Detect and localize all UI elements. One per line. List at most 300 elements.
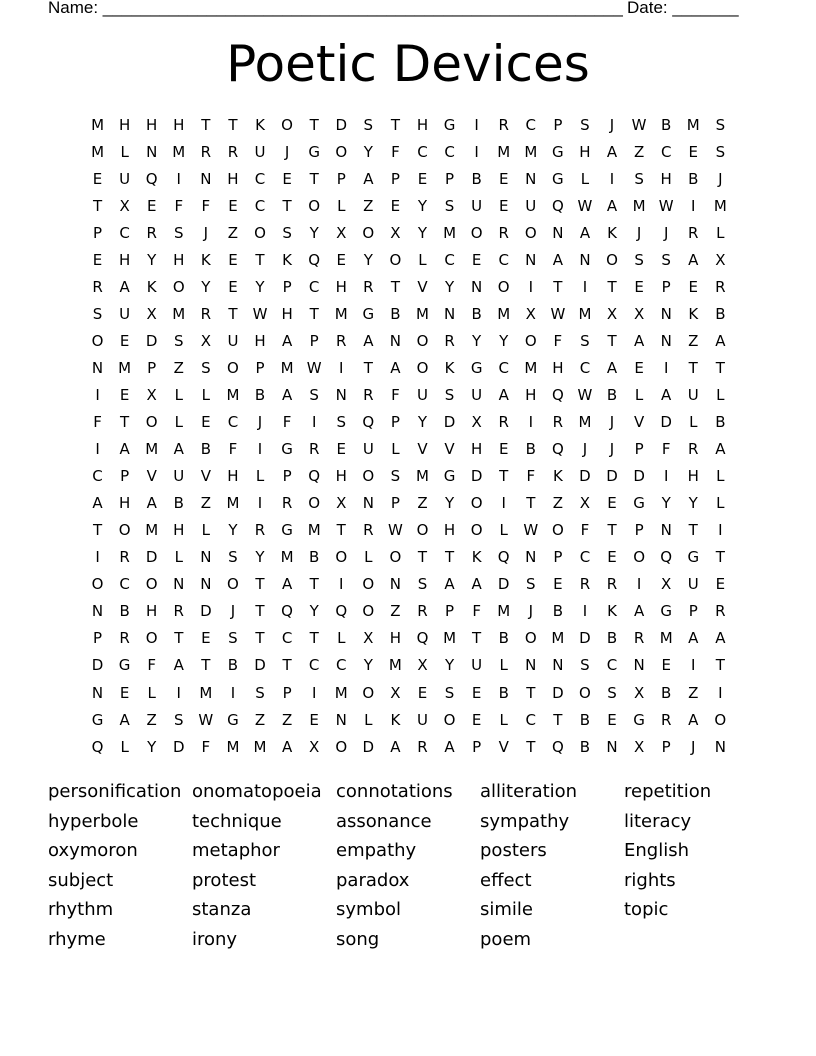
grid-cell[interactable]: D [443, 413, 456, 432]
grid-cell[interactable]: S [634, 250, 644, 269]
grid-cell[interactable]: W [577, 196, 593, 215]
grid-cell[interactable]: G [281, 521, 293, 540]
grid-cell[interactable]: M [632, 196, 646, 215]
grid-cell[interactable]: B [119, 602, 130, 621]
grid-cell[interactable]: L [418, 250, 427, 269]
grid-cell[interactable]: M [145, 440, 159, 459]
grid-cell[interactable]: H [281, 304, 293, 323]
grid-cell[interactable]: B [606, 385, 618, 404]
grid-cell[interactable]: C [308, 656, 320, 675]
grid-cell[interactable]: H [173, 521, 185, 540]
grid-cell[interactable]: E [661, 656, 671, 675]
grid-cell[interactable]: M [713, 196, 727, 215]
grid-cell[interactable]: S [715, 115, 726, 134]
grid-cell[interactable]: L [255, 467, 265, 486]
grid-cell[interactable]: U [471, 385, 483, 404]
grid-cell[interactable]: M [172, 142, 186, 161]
grid-cell[interactable]: O [633, 548, 645, 567]
grid-cell[interactable]: C [119, 223, 130, 242]
grid-cell[interactable]: S [174, 331, 184, 350]
grid-cell[interactable]: A [688, 710, 699, 729]
grid-cell[interactable]: L [391, 440, 400, 459]
grid-cell[interactable]: O [91, 331, 104, 350]
grid-cell[interactable]: B [471, 304, 482, 323]
grid-cell[interactable]: L [580, 169, 590, 188]
grid-cell[interactable]: N [200, 169, 212, 188]
grid-cell[interactable]: O [416, 358, 429, 377]
grid-cell[interactable]: R [498, 413, 509, 432]
grid-cell[interactable]: M [334, 683, 348, 702]
grid-cell[interactable]: C [308, 277, 320, 296]
grid-cell[interactable]: K [552, 467, 563, 486]
grid-cell[interactable]: P [255, 358, 265, 377]
grid-cell[interactable]: O [308, 196, 321, 215]
grid-cell[interactable]: Z [633, 142, 645, 161]
grid-cell[interactable]: L [201, 385, 211, 404]
grid-cell[interactable]: R [498, 223, 509, 242]
grid-cell[interactable]: T [255, 250, 265, 269]
grid-cell[interactable]: L [716, 467, 725, 486]
grid-cell[interactable]: T [228, 115, 238, 134]
grid-cell[interactable]: T [201, 656, 211, 675]
grid-cell[interactable]: A [715, 331, 726, 350]
grid-cell[interactable]: E [498, 440, 509, 459]
grid-cell[interactable]: B [715, 413, 726, 432]
grid-cell[interactable]: A [498, 385, 509, 404]
grid-cell[interactable]: R [173, 602, 184, 621]
grid-cell[interactable]: A [281, 385, 293, 404]
grid-cell[interactable]: C [579, 358, 591, 377]
grid-cell[interactable]: G [552, 142, 564, 161]
grid-cell[interactable]: D [579, 467, 591, 486]
grid-cell[interactable]: H [579, 142, 591, 161]
grid-cell[interactable]: H [660, 169, 672, 188]
grid-cell[interactable]: S [363, 115, 374, 134]
grid-cell[interactable]: P [147, 358, 157, 377]
grid-cell[interactable]: Z [146, 710, 157, 729]
grid-cell[interactable]: B [715, 304, 726, 323]
grid-cell[interactable]: Z [688, 683, 699, 702]
grid-cell[interactable]: O [91, 575, 104, 594]
grid-cell[interactable]: N [91, 602, 104, 621]
grid-cell[interactable]: D [362, 737, 375, 756]
grid-cell[interactable]: Z [688, 331, 699, 350]
grid-cell[interactable]: M [578, 304, 592, 323]
grid-cell[interactable]: I [663, 467, 669, 486]
grid-cell[interactable]: N [660, 331, 672, 350]
grid-cell[interactable]: M [686, 115, 700, 134]
grid-cell[interactable]: B [498, 683, 509, 702]
grid-cell[interactable]: M [659, 629, 673, 648]
grid-cell[interactable]: E [471, 250, 482, 269]
grid-cell[interactable]: B [688, 169, 699, 188]
grid-cell[interactable]: E [201, 629, 211, 648]
grid-cell[interactable]: V [498, 737, 509, 756]
grid-cell[interactable]: G [443, 467, 456, 486]
grid-cell[interactable]: R [227, 142, 239, 161]
grid-cell[interactable]: E [119, 683, 130, 702]
grid-cell[interactable]: T [120, 413, 130, 432]
grid-cell[interactable]: X [336, 223, 347, 242]
grid-cell[interactable]: E [336, 440, 346, 459]
grid-cell[interactable]: S [228, 629, 238, 648]
grid-cell[interactable]: B [254, 385, 266, 404]
grid-cell[interactable]: I [691, 656, 696, 675]
grid-cell[interactable]: D [145, 548, 158, 567]
grid-cell[interactable]: Z [390, 602, 401, 621]
grid-cell[interactable]: N [552, 223, 564, 242]
grid-cell[interactable]: K [200, 250, 211, 269]
grid-cell[interactable]: T [255, 602, 265, 621]
grid-cell[interactable]: R [119, 629, 130, 648]
grid-cell[interactable]: U [254, 142, 266, 161]
grid-cell[interactable]: S [228, 548, 238, 567]
grid-cell[interactable]: X [525, 304, 536, 323]
grid-cell[interactable]: Z [281, 710, 293, 729]
grid-cell[interactable]: V [417, 277, 428, 296]
grid-cell[interactable]: G [308, 142, 320, 161]
grid-cell[interactable]: N [335, 710, 347, 729]
grid-cell[interactable]: S [309, 385, 319, 404]
grid-cell[interactable]: R [444, 331, 455, 350]
grid-cell[interactable]: E [201, 413, 211, 432]
grid-cell[interactable]: P [282, 277, 292, 296]
grid-cell[interactable]: B [498, 629, 509, 648]
grid-cell[interactable]: Q [335, 602, 348, 621]
grid-cell[interactable]: R [119, 548, 130, 567]
grid-cell[interactable]: R [146, 223, 157, 242]
grid-cell[interactable]: T [201, 115, 211, 134]
grid-cell[interactable]: P [661, 737, 671, 756]
grid-cell[interactable]: S [634, 169, 644, 188]
grid-cell[interactable]: R [606, 575, 618, 594]
grid-cell[interactable]: E [688, 277, 698, 296]
grid-cell[interactable]: L [174, 413, 183, 432]
grid-cell[interactable]: B [579, 737, 591, 756]
grid-cell[interactable]: X [119, 196, 130, 215]
grid-cell[interactable]: O [362, 683, 375, 702]
grid-cell[interactable]: H [146, 115, 158, 134]
grid-cell[interactable]: D [470, 467, 483, 486]
grid-cell[interactable]: N [173, 575, 185, 594]
grid-cell[interactable]: Y [472, 331, 482, 350]
grid-cell[interactable]: O [714, 710, 727, 729]
grid-cell[interactable]: N [525, 250, 537, 269]
grid-cell[interactable]: O [308, 494, 321, 513]
grid-cell[interactable]: Y [228, 521, 238, 540]
grid-cell[interactable]: O [335, 142, 348, 161]
grid-cell[interactable]: X [661, 575, 672, 594]
grid-cell[interactable]: M [334, 304, 348, 323]
grid-cell[interactable]: S [607, 683, 617, 702]
grid-cell[interactable]: H [118, 250, 131, 269]
grid-cell[interactable]: C [606, 656, 618, 675]
grid-cell[interactable]: S [174, 223, 184, 242]
grid-cell[interactable]: T [336, 521, 346, 540]
grid-cell[interactable]: K [146, 277, 157, 296]
grid-cell[interactable]: B [390, 304, 401, 323]
grid-cell[interactable]: W [198, 710, 214, 729]
grid-cell[interactable]: N [91, 358, 104, 377]
grid-cell[interactable]: Q [416, 629, 429, 648]
grid-cell[interactable]: J [609, 440, 615, 459]
grid-cell[interactable]: G [91, 710, 104, 729]
grid-cell[interactable]: I [474, 142, 479, 161]
grid-cell[interactable]: M [226, 737, 240, 756]
grid-cell[interactable]: F [472, 602, 481, 621]
grid-cell[interactable]: T [228, 304, 238, 323]
grid-cell[interactable]: X [579, 494, 591, 513]
grid-cell[interactable]: Q [551, 737, 564, 756]
grid-cell[interactable]: W [523, 521, 539, 540]
grid-cell[interactable]: A [363, 169, 374, 188]
grid-cell[interactable]: T [715, 656, 725, 675]
grid-cell[interactable]: F [580, 521, 590, 540]
grid-cell[interactable]: X [633, 683, 645, 702]
grid-cell[interactable]: I [474, 115, 479, 134]
grid-cell[interactable]: X [390, 683, 401, 702]
grid-cell[interactable]: M [551, 629, 565, 648]
grid-cell[interactable]: N [525, 169, 537, 188]
grid-cell[interactable]: A [281, 575, 293, 594]
grid-cell[interactable]: O [227, 358, 239, 377]
grid-cell[interactable]: A [715, 629, 726, 648]
grid-cell[interactable]: V [633, 413, 645, 432]
grid-cell[interactable]: A [363, 331, 374, 350]
grid-cell[interactable]: M [280, 358, 294, 377]
grid-cell[interactable]: L [147, 683, 156, 702]
grid-cell[interactable]: H [687, 467, 699, 486]
grid-cell[interactable]: Y [201, 277, 211, 296]
grid-cell[interactable]: W [550, 304, 566, 323]
grid-cell[interactable]: E [228, 196, 238, 215]
grid-cell[interactable]: Y [499, 331, 509, 350]
grid-cell[interactable]: I [528, 413, 533, 432]
grid-cell[interactable]: A [688, 250, 699, 269]
grid-cell[interactable]: I [257, 494, 263, 513]
grid-cell[interactable]: C [119, 575, 130, 594]
grid-cell[interactable]: A [173, 656, 184, 675]
grid-cell[interactable]: N [633, 656, 645, 675]
grid-cell[interactable]: T [309, 169, 319, 188]
grid-cell[interactable]: D [172, 737, 185, 756]
grid-cell[interactable]: E [336, 250, 346, 269]
grid-cell[interactable]: H [227, 467, 239, 486]
grid-cell[interactable]: S [715, 142, 726, 161]
grid-cell[interactable]: M [388, 656, 402, 675]
grid-cell[interactable]: C [254, 169, 266, 188]
grid-cell[interactable]: Z [552, 494, 563, 513]
grid-cell[interactable]: L [337, 629, 346, 648]
grid-cell[interactable]: Q [362, 413, 375, 432]
grid-cell[interactable]: I [582, 602, 588, 621]
grid-cell[interactable]: M [497, 142, 511, 161]
grid-cell[interactable]: R [336, 331, 347, 350]
grid-cell[interactable]: W [306, 358, 322, 377]
grid-cell[interactable]: I [636, 575, 642, 594]
grid-cell[interactable]: Q [308, 467, 321, 486]
grid-cell[interactable]: G [633, 494, 645, 513]
date-field[interactable]: Date: _______ [627, 0, 739, 17]
grid-cell[interactable]: P [634, 521, 644, 540]
grid-cell[interactable]: R [92, 277, 103, 296]
grid-cell[interactable]: S [390, 467, 401, 486]
grid-cell[interactable]: E [309, 710, 319, 729]
grid-cell[interactable]: T [92, 196, 103, 215]
grid-cell[interactable]: H [443, 521, 456, 540]
grid-cell[interactable]: Q [308, 250, 321, 269]
grid-cell[interactable]: R [498, 115, 509, 134]
grid-cell[interactable]: E [688, 142, 698, 161]
grid-cell[interactable]: T [553, 277, 563, 296]
grid-cell[interactable]: E [498, 196, 509, 215]
grid-cell[interactable]: R [633, 629, 645, 648]
grid-cell[interactable]: F [174, 196, 184, 215]
grid-cell[interactable]: P [282, 467, 292, 486]
grid-cell[interactable]: O [281, 115, 293, 134]
grid-cell[interactable]: O [470, 521, 483, 540]
grid-cell[interactable]: T [282, 656, 292, 675]
grid-cell[interactable]: T [174, 629, 184, 648]
grid-cell[interactable]: M [416, 304, 429, 323]
grid-cell[interactable]: S [580, 115, 590, 134]
grid-cell[interactable]: F [391, 142, 400, 161]
grid-cell[interactable]: R [417, 602, 428, 621]
grid-cell[interactable]: O [416, 331, 429, 350]
grid-cell[interactable]: O [335, 737, 348, 756]
grid-cell[interactable]: Y [688, 494, 698, 513]
grid-cell[interactable]: E [119, 385, 130, 404]
grid-cell[interactable]: T [688, 358, 698, 377]
grid-cell[interactable]: O [227, 575, 239, 594]
grid-cell[interactable]: P [309, 331, 319, 350]
grid-cell[interactable]: I [582, 277, 588, 296]
grid-cell[interactable]: A [281, 737, 293, 756]
grid-cell[interactable]: G [227, 710, 239, 729]
grid-cell[interactable]: D [633, 467, 645, 486]
grid-cell[interactable]: E [607, 494, 617, 513]
grid-cell[interactable]: L [174, 548, 183, 567]
grid-cell[interactable]: K [471, 548, 482, 567]
grid-cell[interactable]: M [578, 413, 592, 432]
grid-cell[interactable]: R [363, 277, 374, 296]
grid-cell[interactable]: O [389, 250, 402, 269]
grid-cell[interactable]: A [715, 440, 726, 459]
grid-cell[interactable]: E [553, 575, 563, 594]
grid-cell[interactable]: B [579, 710, 591, 729]
grid-cell[interactable]: K [390, 710, 401, 729]
grid-cell[interactable]: N [552, 656, 564, 675]
grid-cell[interactable]: U [416, 385, 428, 404]
grid-cell[interactable]: T [526, 494, 536, 513]
grid-cell[interactable]: R [715, 602, 726, 621]
grid-cell[interactable]: E [715, 575, 726, 594]
grid-cell[interactable]: B [200, 440, 211, 459]
grid-cell[interactable]: J [718, 169, 723, 188]
grid-cell[interactable]: O [254, 223, 266, 242]
grid-cell[interactable]: A [444, 737, 455, 756]
grid-cell[interactable]: Q [551, 440, 564, 459]
grid-cell[interactable]: P [120, 467, 130, 486]
grid-cell[interactable]: A [579, 223, 591, 242]
grid-cell[interactable]: O [524, 331, 537, 350]
grid-cell[interactable]: O [470, 223, 483, 242]
grid-cell[interactable]: R [552, 413, 564, 432]
grid-cell[interactable]: E [228, 250, 238, 269]
grid-cell[interactable]: R [660, 710, 672, 729]
grid-cell[interactable]: A [606, 196, 618, 215]
grid-cell[interactable]: O [172, 277, 185, 296]
grid-cell[interactable]: O [145, 413, 158, 432]
grid-cell[interactable]: S [444, 683, 455, 702]
grid-cell[interactable]: Y [309, 223, 319, 242]
grid-cell[interactable]: E [634, 358, 644, 377]
grid-cell[interactable]: I [339, 575, 344, 594]
grid-cell[interactable]: G [118, 656, 131, 675]
grid-cell[interactable]: C [254, 196, 266, 215]
grid-cell[interactable]: X [417, 656, 428, 675]
grid-cell[interactable]: R [688, 440, 699, 459]
grid-cell[interactable]: T [255, 575, 265, 594]
grid-cell[interactable]: M [497, 602, 511, 621]
grid-cell[interactable]: D [145, 331, 158, 350]
grid-cell[interactable]: A [119, 440, 130, 459]
grid-cell[interactable]: R [363, 521, 374, 540]
grid-cell[interactable]: G [281, 440, 293, 459]
grid-cell[interactable]: O [335, 548, 348, 567]
grid-cell[interactable]: S [282, 223, 292, 242]
grid-cell[interactable]: A [119, 710, 130, 729]
grid-cell[interactable]: M [253, 737, 267, 756]
grid-cell[interactable]: R [200, 304, 212, 323]
grid-cell[interactable]: B [552, 602, 564, 621]
grid-cell[interactable]: X [200, 331, 211, 350]
grid-cell[interactable]: L [716, 385, 725, 404]
grid-cell[interactable]: O [606, 250, 618, 269]
grid-cell[interactable]: W [658, 196, 674, 215]
grid-cell[interactable]: Q [91, 737, 104, 756]
grid-cell[interactable]: R [281, 494, 293, 513]
grid-cell[interactable]: T [363, 358, 373, 377]
grid-cell[interactable]: J [663, 223, 669, 242]
grid-cell[interactable]: C [417, 142, 428, 161]
grid-cell[interactable]: N [389, 575, 402, 594]
grid-cell[interactable]: E [228, 277, 238, 296]
grid-cell[interactable]: O [362, 575, 375, 594]
grid-cell[interactable]: O [145, 629, 158, 648]
grid-cell[interactable]: M [416, 467, 429, 486]
grid-cell[interactable]: A [173, 440, 184, 459]
grid-cell[interactable]: G [443, 115, 456, 134]
grid-cell[interactable]: O [362, 602, 375, 621]
grid-cell[interactable]: L [499, 521, 508, 540]
grid-cell[interactable]: M [524, 358, 538, 377]
grid-cell[interactable]: W [577, 385, 593, 404]
grid-cell[interactable]: O [362, 223, 375, 242]
grid-cell[interactable]: T [526, 737, 536, 756]
grid-cell[interactable]: O [145, 575, 158, 594]
grid-cell[interactable]: D [606, 467, 618, 486]
grid-cell[interactable]: Z [417, 494, 428, 513]
grid-cell[interactable]: H [416, 115, 429, 134]
grid-cell[interactable]: N [91, 683, 104, 702]
grid-cell[interactable]: L [634, 385, 644, 404]
grid-cell[interactable]: T [553, 710, 563, 729]
grid-cell[interactable]: I [95, 548, 100, 567]
grid-cell[interactable]: D [335, 115, 348, 134]
grid-cell[interactable]: N [389, 331, 402, 350]
grid-cell[interactable]: Q [660, 548, 673, 567]
